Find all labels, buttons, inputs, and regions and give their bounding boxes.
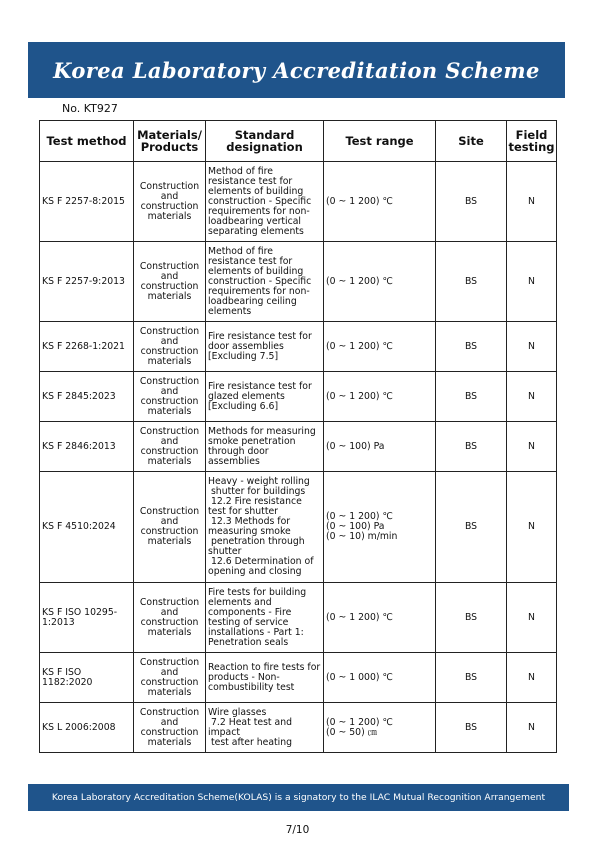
table-row (40, 372, 557, 422)
material-cell: Construction and construction materials (134, 242, 206, 322)
footer-text: Korea Laboratory Accreditation Scheme(KOLAS) is a signatory to the ILAC Mutual Recognition Arrangement (51, 792, 546, 803)
table-row (40, 703, 557, 753)
column-header-test-range: Test range (324, 121, 436, 162)
test-method-cell: KS F 4510:2024 (40, 472, 134, 583)
material-cell: Construction and construction materials (134, 583, 206, 653)
site-cell: BS (436, 472, 507, 583)
field-testing-cell: N (507, 422, 557, 472)
site-cell: BS (436, 422, 507, 472)
test-range-cell: (0 ~ 1 200) ℃ (324, 322, 436, 372)
accreditation-table (39, 120, 557, 753)
table-row (40, 583, 557, 653)
column-header-site: Site (436, 121, 507, 162)
test-range-cell: (0 ~ 1 200) ℃ (324, 372, 436, 422)
table-row (40, 322, 557, 372)
table-row (40, 162, 557, 242)
material-cell: Construction and construction materials (134, 422, 206, 472)
site-cell: BS (436, 583, 507, 653)
footer-banner (28, 784, 569, 811)
site-cell: BS (436, 242, 507, 322)
test-method-cell: KS F 2268-1:2021 (40, 322, 134, 372)
field-testing-cell: N (507, 472, 557, 583)
test-method-cell: KS F ISO 10295-1:2013 (40, 583, 134, 653)
standard-cell: Methods for measuring smoke penetration through door assemblies (206, 422, 324, 472)
column-header-test-method: Test method (40, 121, 134, 162)
field-testing-cell: N (507, 583, 557, 653)
test-range-cell: (0 ~ 1 200) ℃ (324, 242, 436, 322)
column-header-field-testing: Field testing (507, 121, 557, 162)
material-cell: Construction and construction materials (134, 162, 206, 242)
test-range-cell: (0 ~ 1 000) ℃ (324, 653, 436, 703)
test-range-cell: (0 ~ 1 200) ℃ (324, 583, 436, 653)
standard-cell: Method of fire resistance test for elements of building construction - Specific requirements for non-loadbearing ceiling elements (206, 242, 324, 322)
page-number: 7/10 (285, 824, 310, 836)
field-testing-cell: N (507, 703, 557, 753)
table-row (40, 242, 557, 322)
test-method-cell: KS F ISO 1182:2020 (40, 653, 134, 703)
test-range-cell: (0 ~ 100) Pa (324, 422, 436, 472)
material-cell: Construction and construction materials (134, 653, 206, 703)
standard-cell: Wire glasses 7.2 Heat test and impact test after heating (206, 703, 324, 753)
site-cell: BS (436, 162, 507, 242)
table-row (40, 422, 557, 472)
field-testing-cell: N (507, 162, 557, 242)
test-method-cell: KS F 2846:2013 (40, 422, 134, 472)
standard-cell: Reaction to fire tests for products - Non-combustibility test (206, 653, 324, 703)
test-method-cell: KS F 2257-9:2013 (40, 242, 134, 322)
site-cell: BS (436, 372, 507, 422)
site-cell: BS (436, 703, 507, 753)
test-range-cell: (0 ~ 1 200) ℃ (324, 162, 436, 242)
material-cell: Construction and construction materials (134, 322, 206, 372)
header-banner (28, 42, 565, 98)
page-title: Korea Laboratory Accreditation Scheme (53, 57, 540, 83)
site-cell: BS (436, 322, 507, 372)
table-header-row (40, 121, 557, 162)
test-method-cell: KS F 2257-8:2015 (40, 162, 134, 242)
standard-cell: Fire tests for building elements and components - Fire testing of service installations - Part 1: Penetration seals (206, 583, 324, 653)
test-method-cell: KS L 2006:2008 (40, 703, 134, 753)
field-testing-cell: N (507, 653, 557, 703)
standard-cell: Method of fire resistance test for elements of building construction - Specific requirements for non-loadbearing vertical separating elements (206, 162, 324, 242)
test-range-cell: (0 ~ 1 200) ℃ (0 ~ 50) ㎝ (324, 703, 436, 753)
standard-cell: Fire resistance test for door assemblies [Excluding 7.5] (206, 322, 324, 372)
field-testing-cell: N (507, 322, 557, 372)
test-range-cell: (0 ~ 1 200) ℃ (0 ~ 100) Pa (0 ~ 10) m/min (324, 472, 436, 583)
site-cell: BS (436, 653, 507, 703)
test-method-cell: KS F 2845:2023 (40, 372, 134, 422)
material-cell: Construction and construction materials (134, 703, 206, 753)
column-header-standard: Standard designation (206, 121, 324, 162)
material-cell: Construction and construction materials (134, 372, 206, 422)
field-testing-cell: N (507, 242, 557, 322)
column-header-materials: Materials/ Products (134, 121, 206, 162)
certificate-number: No. KT927 (62, 102, 118, 115)
standard-cell: Fire resistance test for glazed elements [Excluding 6.6] (206, 372, 324, 422)
standard-cell: Heavy - weight rolling shutter for buildings 12.2 Fire resistance test for shutter 12.3 Methods for measuring smoke penetration through shutter 12.6 Determination of opening and closing (206, 472, 324, 583)
material-cell: Construction and construction materials (134, 472, 206, 583)
field-testing-cell: N (507, 372, 557, 422)
table-row (40, 472, 557, 583)
table-row (40, 653, 557, 703)
